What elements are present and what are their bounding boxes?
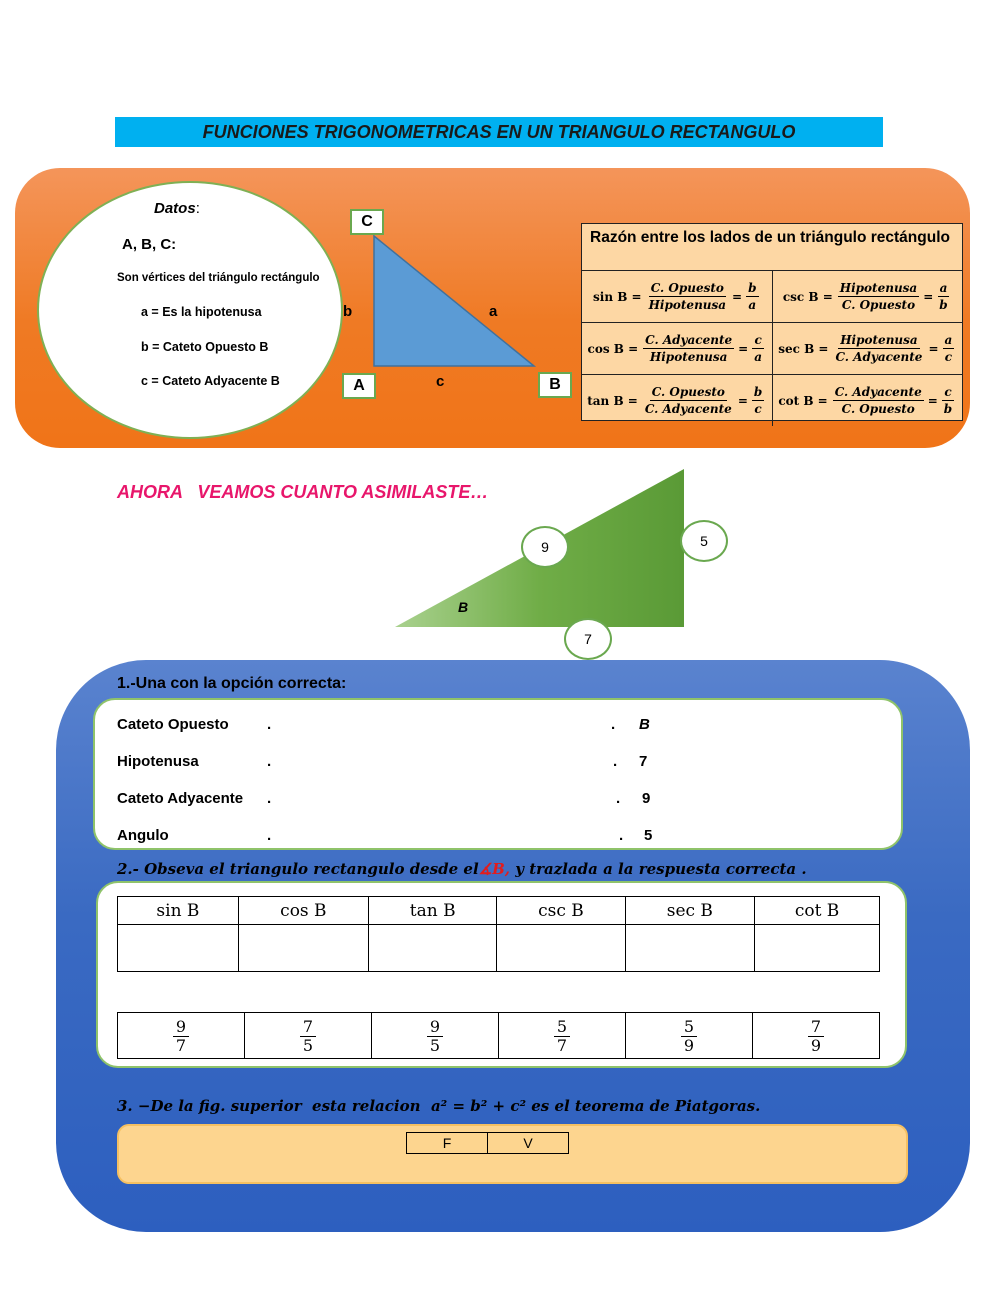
section-heading: AHORA VEAMOS CUANTO ASIMILASTE… bbox=[117, 482, 489, 502]
question-1-title: 1.-Una con la opción correcta: bbox=[117, 675, 347, 692]
ratio-cell: tan B = $\frac{\text{C. Opuesto}}{\text{C. Adyacente}}$ = $\frac{b}{c}$ bbox=[587, 385, 763, 416]
answer-drop-cell[interactable] bbox=[625, 925, 755, 972]
matching-box bbox=[93, 698, 903, 850]
match-left-dot[interactable]: . bbox=[267, 716, 272, 733]
ratio-row bbox=[582, 271, 962, 323]
option-fraction[interactable]: $\frac{9}{5}$ bbox=[372, 1013, 499, 1059]
vertex-a-label: A bbox=[342, 373, 376, 399]
answer-drop-cell[interactable] bbox=[755, 925, 880, 972]
match-left-item[interactable]: Angulo bbox=[117, 827, 169, 844]
ratio-cell: cot B = $\frac{\text{C. Adyacente}}{\text{C. Opuesto}}$ = $\frac{c}{b}$ bbox=[772, 375, 963, 426]
angle-symbol: ∡B, bbox=[478, 860, 511, 878]
reference-triangle bbox=[370, 232, 540, 372]
datos-vertices: A, B, C: bbox=[122, 236, 177, 253]
match-right-dot[interactable]: . bbox=[619, 827, 624, 844]
option-fraction[interactable]: $\frac{7}{5}$ bbox=[245, 1013, 372, 1059]
ratio-cell: sin B = $\frac{\text{C. Opuesto}}{\text{Hipotenusa}}$ = $\frac{b}{a}$ bbox=[593, 281, 757, 312]
match-left-item[interactable]: Cateto Adyacente bbox=[117, 790, 244, 807]
function-header: sin B bbox=[118, 897, 239, 925]
side-b-label: b bbox=[343, 303, 353, 320]
ratio-cell: csc B = $\frac{\text{Hipotenusa}}{\text{C. Opuesto}}$ = $\frac{a}{b}$ bbox=[772, 271, 963, 322]
true-option[interactable]: V bbox=[488, 1133, 569, 1154]
pythagoras-formula: a² = b² + c² bbox=[430, 1097, 527, 1115]
datos-b: b = Cateto Opuesto B bbox=[141, 340, 269, 354]
function-header: cos B bbox=[238, 897, 368, 925]
ratio-row bbox=[582, 375, 962, 426]
page-title: FUNCIONES TRIGONOMETRICAS EN UN TRIANGULO RECTANGULO bbox=[115, 117, 883, 147]
datos-desc: Son vértices del triángulo rectángulo bbox=[117, 272, 320, 284]
match-right-item[interactable]: 9 bbox=[642, 790, 651, 807]
false-option[interactable]: F bbox=[407, 1133, 488, 1154]
true-false-table bbox=[406, 1132, 569, 1154]
hypotenuse-value: 9 bbox=[521, 526, 569, 568]
answer-drop-cell[interactable] bbox=[497, 925, 625, 972]
option-fraction[interactable]: $\frac{5}{7}$ bbox=[499, 1013, 626, 1059]
angle-b-label: B bbox=[458, 599, 469, 615]
question-3-title: 3. −De la fig. superior esta relacion a² = b² + c² es el teorema de Piatgoras. bbox=[117, 1097, 761, 1115]
side-c-label: c bbox=[436, 373, 445, 390]
question-2-title: 2.- Obseva el triangulo rectangulo desde el∡B, y trazlada a la respuesta correcta . bbox=[117, 860, 807, 878]
answer-drop-cell[interactable] bbox=[238, 925, 368, 972]
match-left-dot[interactable]: . bbox=[267, 753, 272, 770]
function-header: cot B bbox=[755, 897, 880, 925]
ratio-table bbox=[581, 223, 963, 421]
answer-table bbox=[117, 896, 880, 972]
match-left-item[interactable]: Cateto Opuesto bbox=[117, 716, 229, 733]
vertex-b-label: B bbox=[538, 372, 572, 398]
datos-a: a = Es la hipotenusa bbox=[141, 305, 262, 319]
match-right-item[interactable]: B bbox=[639, 716, 650, 733]
datos-c: c = Cateto Adyacente B bbox=[141, 374, 280, 388]
options-table bbox=[117, 1012, 880, 1059]
option-fraction[interactable]: $\frac{9}{7}$ bbox=[118, 1013, 245, 1059]
match-left-dot[interactable]: . bbox=[267, 790, 272, 807]
ratio-cell: cos B = $\frac{\text{C. Adyacente}}{\text{Hipotenusa}}$ = $\frac{c}{a}$ bbox=[587, 333, 762, 364]
function-header: sec B bbox=[625, 897, 755, 925]
vertical-side-value: 5 bbox=[680, 520, 728, 562]
base-side-value: 7 bbox=[564, 618, 612, 660]
ratio-table-heading: Razón entre los lados de un triángulo rectángulo bbox=[582, 224, 962, 271]
datos-heading: Datos: bbox=[154, 200, 200, 217]
triangle-shape bbox=[374, 236, 534, 366]
ratio-row bbox=[582, 323, 962, 375]
function-header: tan B bbox=[368, 897, 497, 925]
match-right-dot[interactable]: . bbox=[616, 790, 621, 807]
match-right-dot[interactable]: . bbox=[613, 753, 618, 770]
ratio-cell: sec B = $\frac{\text{Hipotenusa}}{\text{C. Adyacente}}$ = $\frac{a}{c}$ bbox=[772, 323, 963, 374]
option-fraction[interactable]: $\frac{5}{9}$ bbox=[626, 1013, 753, 1059]
vertex-c-label: C bbox=[350, 209, 384, 235]
answer-drop-cell[interactable] bbox=[368, 925, 497, 972]
option-fraction[interactable]: $\frac{7}{9}$ bbox=[753, 1013, 880, 1059]
match-left-item[interactable]: Hipotenusa bbox=[117, 753, 199, 770]
match-right-item[interactable]: 7 bbox=[639, 753, 648, 770]
match-left-dot[interactable]: . bbox=[267, 827, 272, 844]
match-right-item[interactable]: 5 bbox=[644, 827, 653, 844]
side-a-label: a bbox=[489, 303, 498, 320]
function-header: csc B bbox=[497, 897, 625, 925]
match-right-dot[interactable]: . bbox=[611, 716, 616, 733]
answer-drop-cell[interactable] bbox=[118, 925, 239, 972]
